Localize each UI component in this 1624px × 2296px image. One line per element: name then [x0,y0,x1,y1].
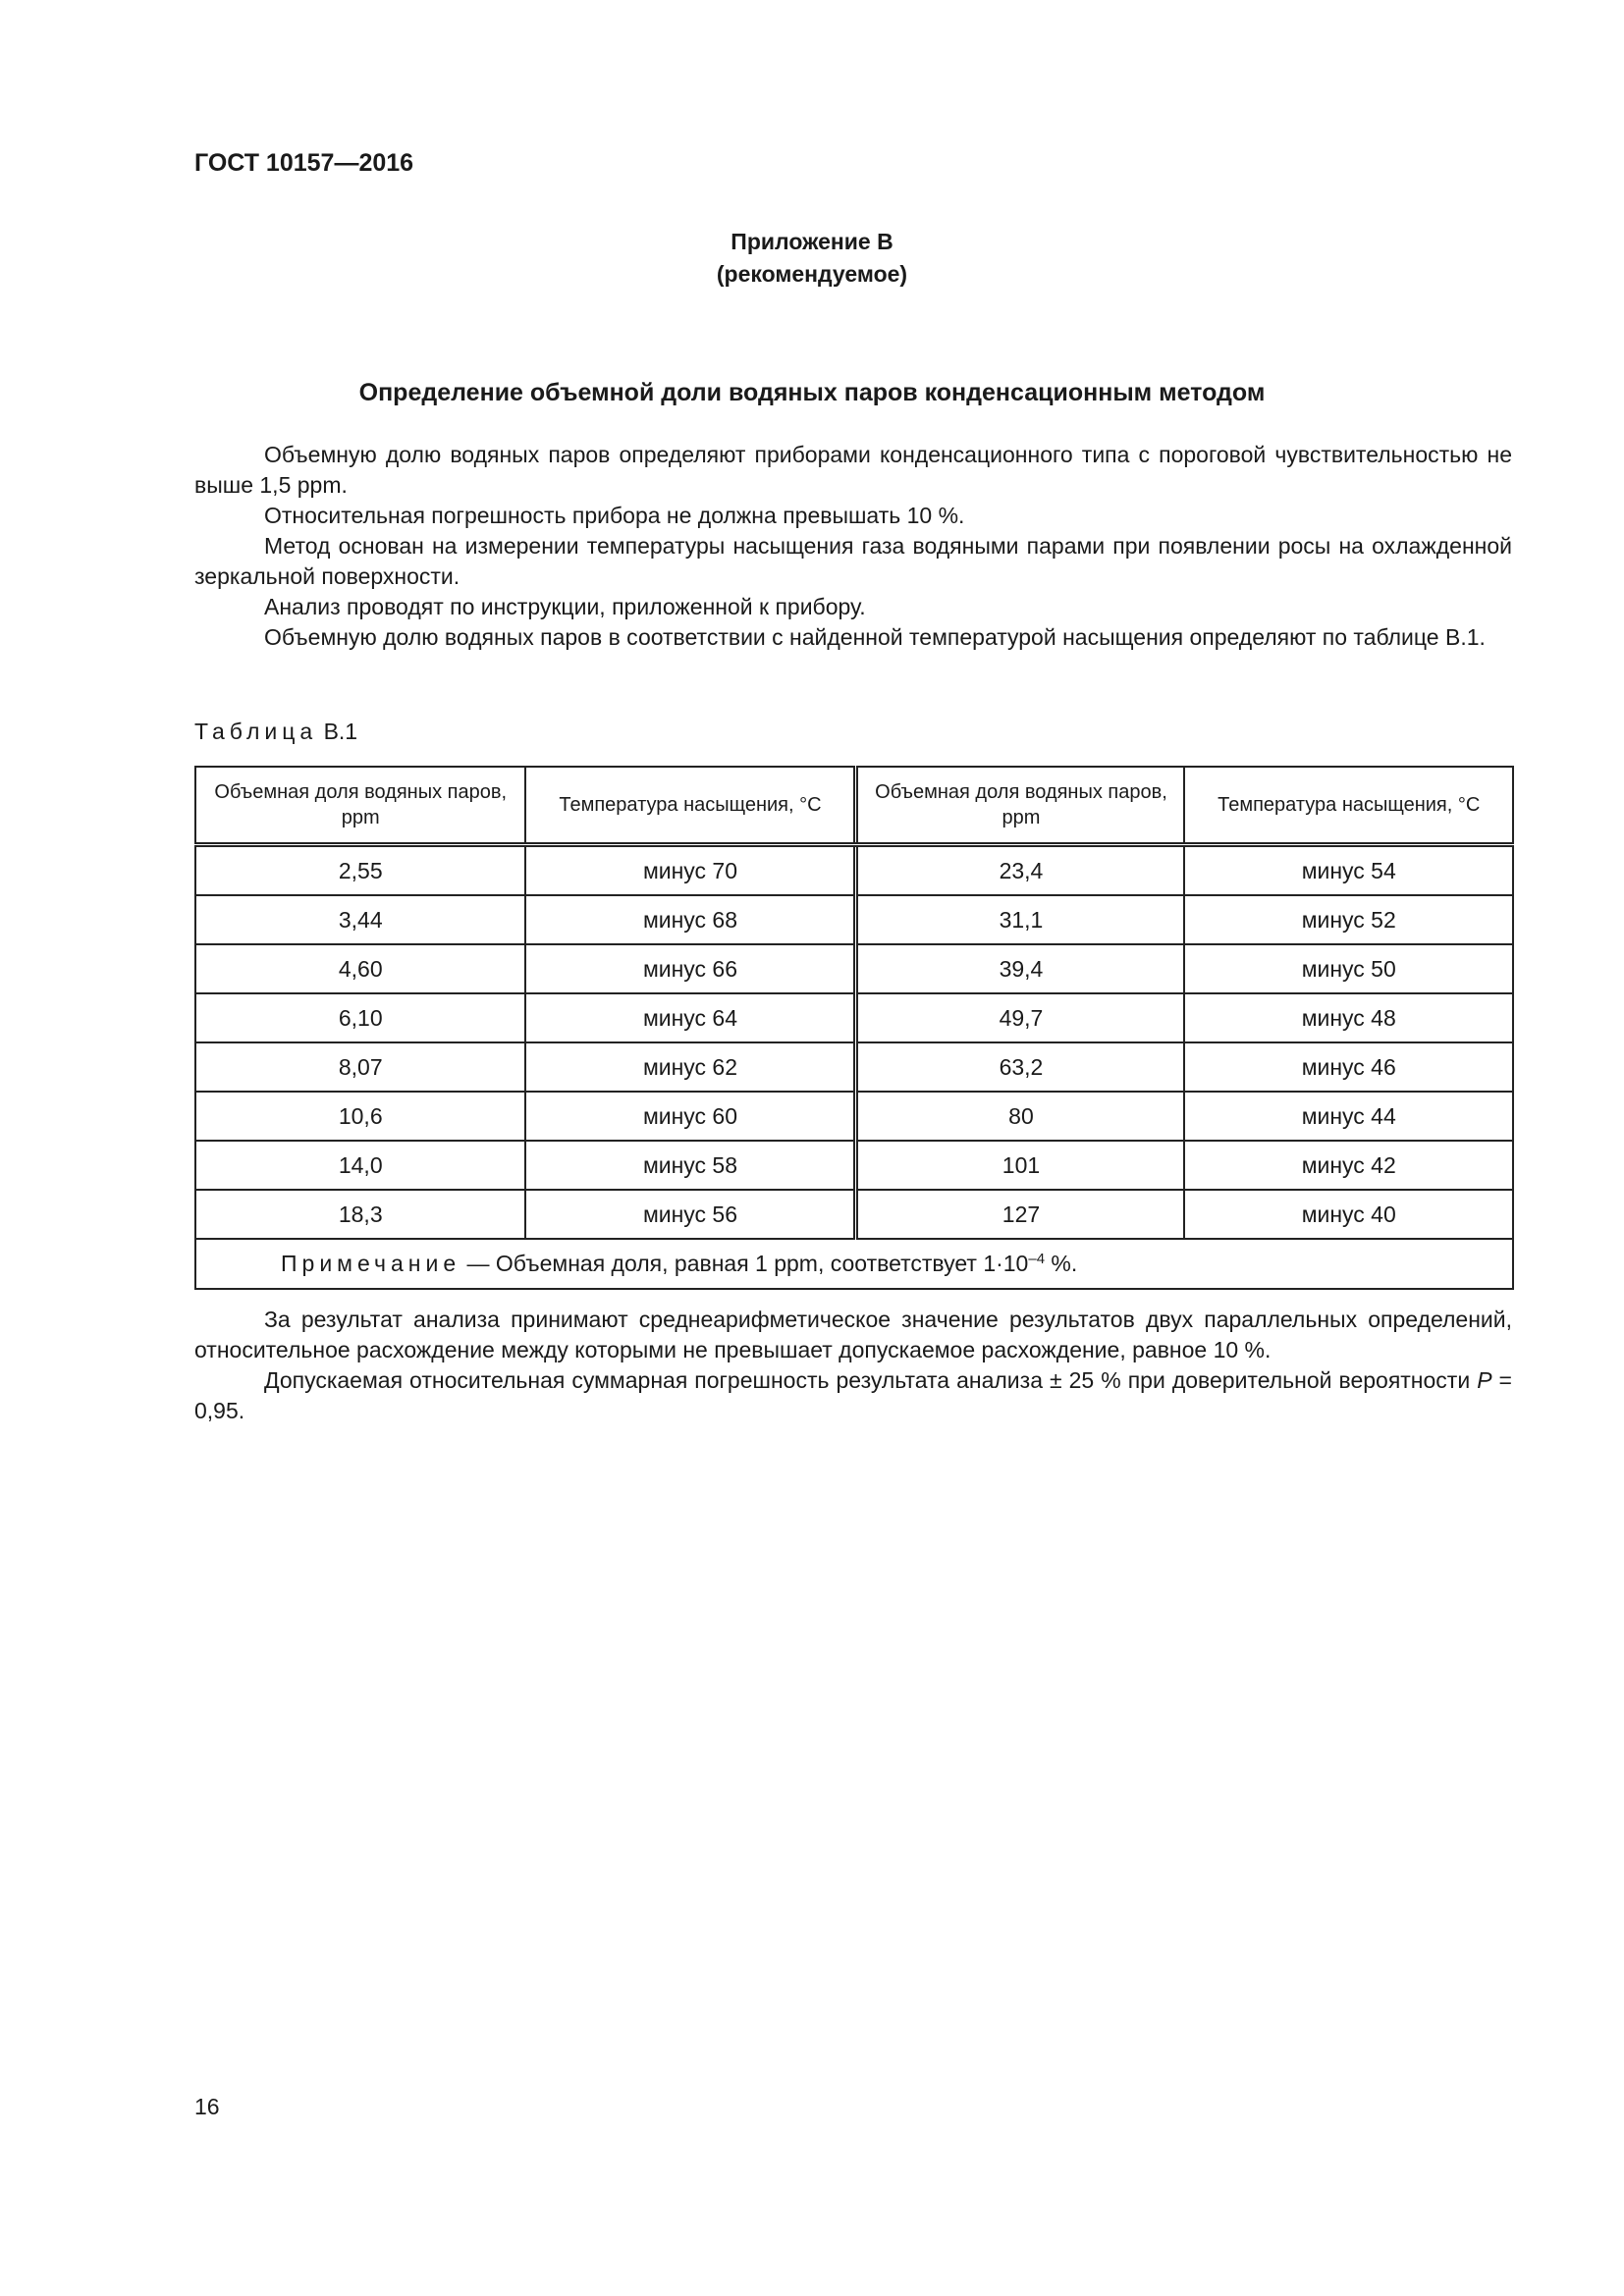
table-cell: минус 54 [1184,845,1513,896]
table-cell: 101 [856,1141,1184,1190]
table-cell: 39,4 [856,944,1184,993]
note-label: Примечание [281,1251,461,1276]
page-number: 16 [194,2094,220,2119]
table-cell: минус 44 [1184,1092,1513,1141]
intro-text [194,440,1512,653]
table-cell: 2,55 [195,845,525,896]
table-cell: 14,0 [195,1141,525,1190]
paragraph: За результат анализа принимают среднеарифметическое значение результатов двух параллельных определений, относительное расхождение между которыми не превышает допускаемое расхождение, равное 10 %. [194,1307,1512,1362]
table-cell: 8,07 [195,1042,525,1092]
table-header-row [195,767,1513,845]
table-cell: минус 70 [525,845,856,896]
section-title: Определение объемной доли водяных паров конденсационным методом [358,379,1266,406]
table-cell: минус 66 [525,944,856,993]
paragraph: Объемную долю водяных паров в соответствии с найденной температурой насыщения определяют по таблице В.1. [264,624,1486,650]
table-note [195,1239,1513,1289]
table-cell: минус 68 [525,895,856,944]
probability-variable: P [1477,1367,1492,1393]
standard-code: ГОСТ 10157—2016 [194,149,414,177]
column-header: Объемная доля водяных паров, ppm [856,767,1184,845]
table-caption-label: Таблица [194,719,318,744]
paragraph: Метод основан на измерении температуры насыщения газа водяными парами при появлении росы на охлажденной зеркальной поверхности. [194,533,1512,589]
table-cell: минус 62 [525,1042,856,1092]
paragraph: Анализ проводят по инструкции, приложенной к прибору. [264,594,866,619]
table-note-row [195,1239,1513,1289]
table-row [195,993,1513,1042]
paragraph [194,1365,1512,1426]
table-cell: минус 52 [1184,895,1513,944]
paragraph: Объемную долю водяных паров определяют приборами конденсационного типа с пороговой чувствительностью не выше 1,5 ppm. [194,442,1512,498]
result-text [194,1305,1512,1426]
table-cell: минус 64 [525,993,856,1042]
table-row [195,944,1513,993]
table-cell: минус 42 [1184,1141,1513,1190]
table-row [195,895,1513,944]
saturation-table [194,766,1514,1290]
paragraph-text-end: = 0,95. [194,1367,1512,1423]
table-cell: 10,6 [195,1092,525,1141]
table-row [195,1042,1513,1092]
column-header: Температура насыщения, °С [1184,767,1513,845]
table-cell: 80 [856,1092,1184,1141]
table-cell: минус 58 [525,1141,856,1190]
appendix-title: Приложение В [731,229,893,254]
table-cell: 31,1 [856,895,1184,944]
table-row [195,845,1513,896]
table-cell: 4,60 [195,944,525,993]
table-cell: 23,4 [856,845,1184,896]
table-cell: минус 60 [525,1092,856,1141]
table-cell: 6,10 [195,993,525,1042]
note-text: — Объемная доля, равная 1 ppm, соответствует 1·10 [460,1251,1029,1276]
table-row [195,1190,1513,1239]
table-cell: минус 50 [1184,944,1513,993]
table-cell: 63,2 [856,1042,1184,1092]
table-cell: минус 48 [1184,993,1513,1042]
table-caption [194,719,357,745]
table-caption-number: В.1 [323,719,358,744]
paragraph: Относительная погрешность прибора не должна превышать 10 %. [264,503,965,528]
table-cell: 3,44 [195,895,525,944]
appendix-heading [0,226,1624,291]
paragraph-text: Допускаемая относительная суммарная погрешность результата анализа ± 25 % при доверительной вероятности [264,1367,1478,1393]
table-cell: минус 56 [525,1190,856,1239]
note-text-end: %. [1045,1251,1078,1276]
column-header: Температура насыщения, °С [525,767,856,845]
appendix-status: (рекомендуемое) [716,261,908,287]
note-exponent: –4 [1028,1251,1046,1267]
table-cell: минус 40 [1184,1190,1513,1239]
table-cell: 127 [856,1190,1184,1239]
table-cell: 18,3 [195,1190,525,1239]
table-row [195,1141,1513,1190]
table-cell: 49,7 [856,993,1184,1042]
column-header: Объемная доля водяных паров, ppm [195,767,525,845]
table-row [195,1092,1513,1141]
table-cell: минус 46 [1184,1042,1513,1092]
